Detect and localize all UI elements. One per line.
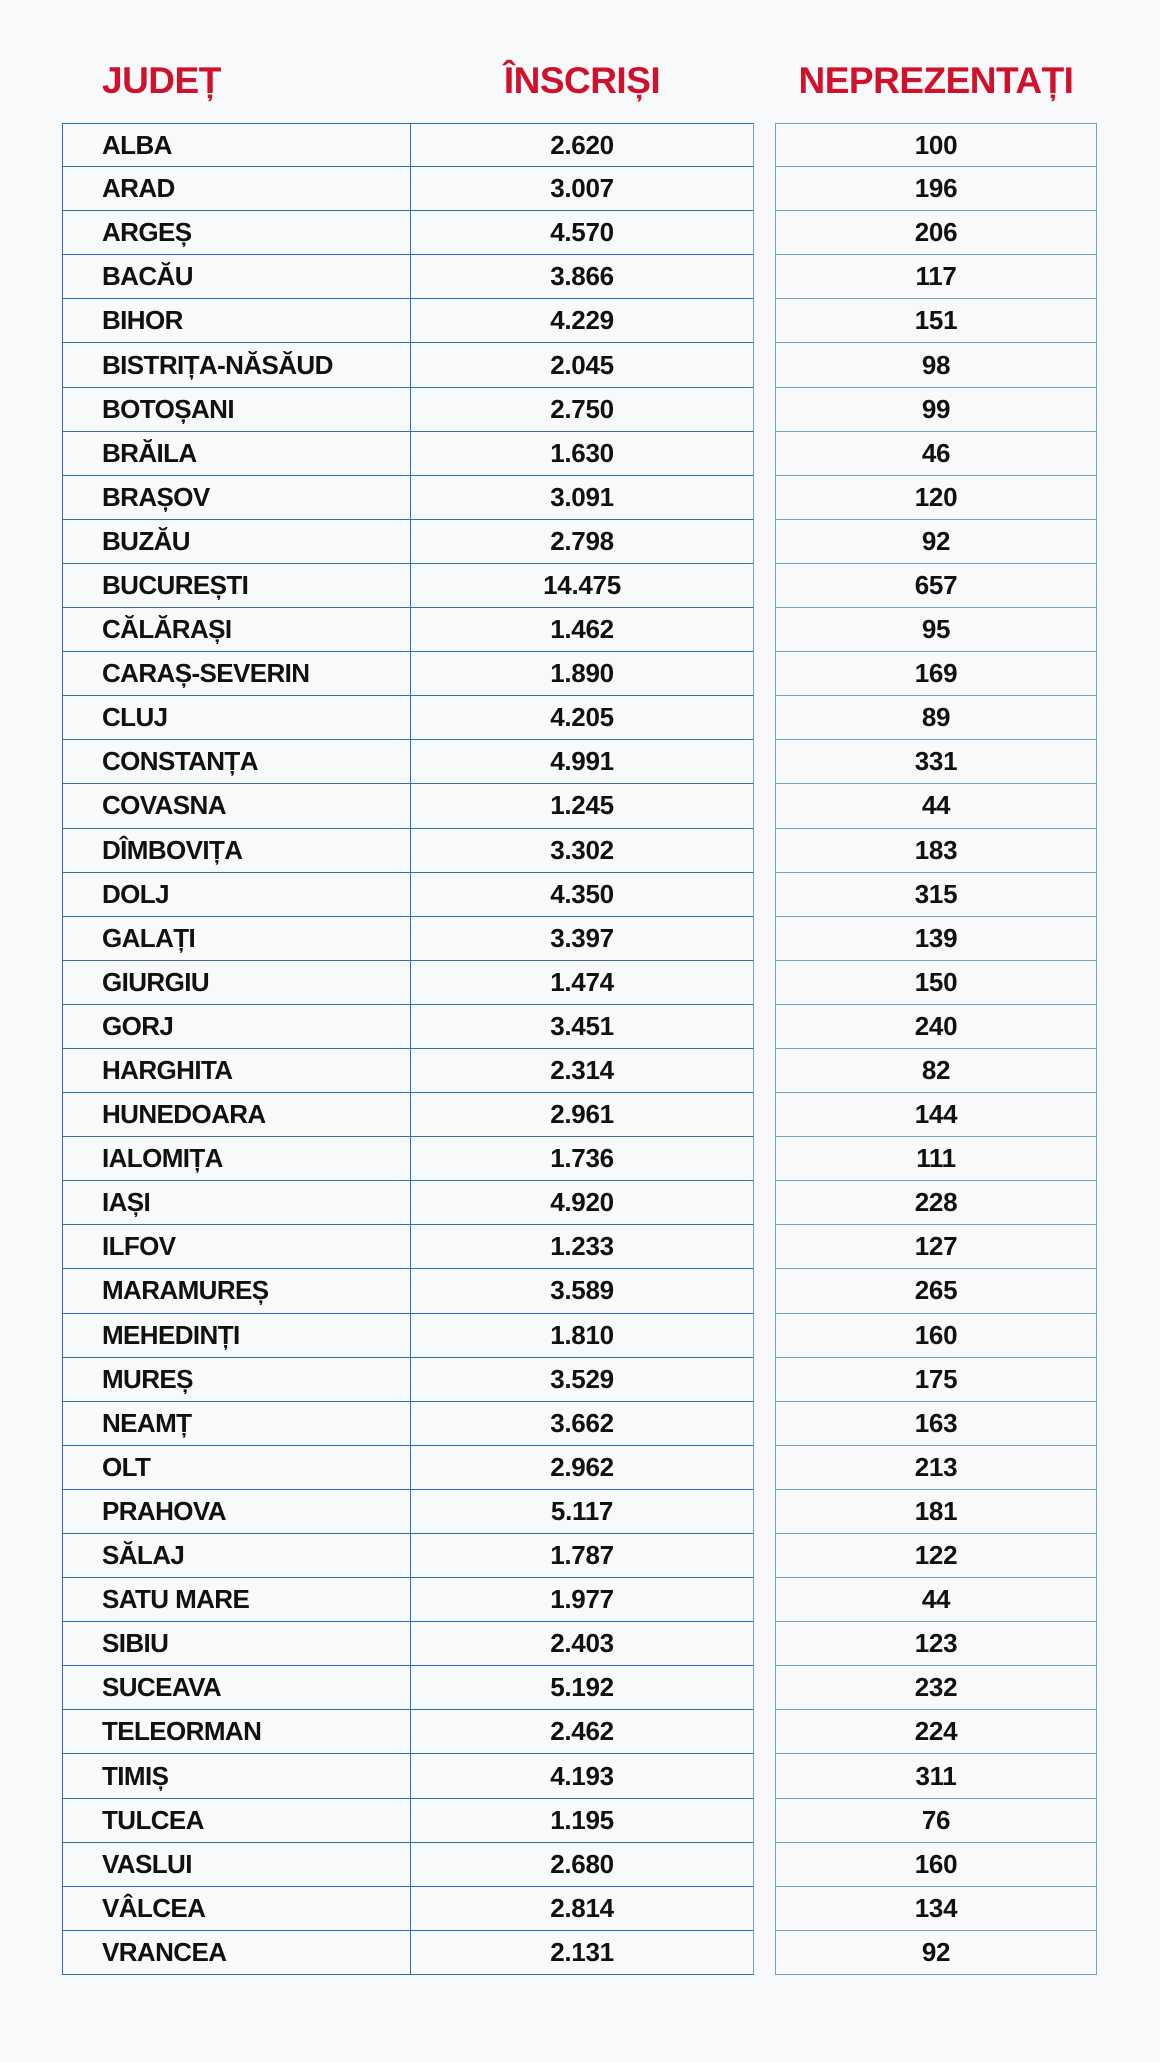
absent-cell: 95 bbox=[921, 614, 951, 645]
absent-cell: 150 bbox=[914, 966, 958, 997]
enrolled-cell: 4.350 bbox=[550, 878, 614, 909]
table-row bbox=[775, 1578, 1097, 1622]
enrolled-cell: 2.314 bbox=[550, 1055, 614, 1086]
enrolled-cell: 3.397 bbox=[550, 922, 614, 953]
table-row bbox=[62, 740, 754, 784]
absent-cell: 657 bbox=[914, 569, 958, 600]
table-row bbox=[62, 1269, 754, 1313]
table-row bbox=[62, 1314, 754, 1358]
absent-cell: 99 bbox=[921, 393, 951, 424]
table-county-enrolled bbox=[62, 123, 754, 1975]
enrolled-cell: 5.117 bbox=[550, 1495, 614, 1526]
county-cell: TELEORMAN bbox=[63, 1710, 411, 1753]
table-row bbox=[62, 299, 754, 343]
county-cell: MARAMUREȘ bbox=[63, 1269, 411, 1312]
enrolled-cell: 2.962 bbox=[550, 1451, 614, 1482]
table-row bbox=[62, 343, 754, 387]
enrolled-cell: 1.810 bbox=[550, 1319, 614, 1350]
county-cell: BACĂU bbox=[63, 255, 411, 298]
county-cell: GIURGIU bbox=[63, 961, 411, 1004]
enrolled-cell: 3.302 bbox=[550, 834, 614, 865]
enrolled-cell: 2.462 bbox=[550, 1716, 614, 1747]
county-cell: TIMIȘ bbox=[63, 1754, 411, 1797]
county-cell: NEAMȚ bbox=[63, 1402, 411, 1445]
county-cell: MEHEDINȚI bbox=[63, 1314, 411, 1357]
county-cell: BRĂILA bbox=[63, 432, 411, 475]
absent-cell: 111 bbox=[916, 1143, 956, 1174]
table-row bbox=[775, 696, 1097, 740]
county-cell: ARAD bbox=[63, 167, 411, 210]
table-row bbox=[775, 255, 1097, 299]
table-row bbox=[62, 1931, 754, 1975]
absent-cell: 331 bbox=[914, 746, 958, 777]
absent-cell: 120 bbox=[914, 481, 958, 512]
table-row bbox=[62, 1490, 754, 1534]
absent-cell: 134 bbox=[914, 1892, 958, 1923]
enrolled-cell: 4.193 bbox=[550, 1760, 614, 1791]
absent-cell: 144 bbox=[914, 1099, 958, 1130]
table-row bbox=[775, 873, 1097, 917]
table-row bbox=[775, 1137, 1097, 1181]
table-row bbox=[62, 1799, 754, 1843]
table-row bbox=[775, 740, 1097, 784]
table-row bbox=[775, 1843, 1097, 1887]
table-row bbox=[775, 1402, 1097, 1446]
county-cell: CARAȘ-SEVERIN bbox=[63, 652, 411, 695]
enrolled-cell: 3.589 bbox=[550, 1275, 614, 1306]
table-row bbox=[62, 1137, 754, 1181]
header-enrolled: ÎNSCRIȘI bbox=[503, 60, 661, 101]
table-row bbox=[62, 1358, 754, 1402]
county-cell: VRANCEA bbox=[63, 1931, 411, 1974]
table-row bbox=[62, 1534, 754, 1578]
enrolled-cell: 4.570 bbox=[550, 217, 614, 248]
table-row bbox=[62, 873, 754, 917]
county-cell: CĂLĂRAȘI bbox=[63, 608, 411, 651]
enrolled-cell: 2.798 bbox=[550, 525, 614, 556]
enrolled-cell: 3.451 bbox=[550, 1010, 614, 1041]
county-cell: HARGHITA bbox=[63, 1049, 411, 1092]
table-row bbox=[775, 1049, 1097, 1093]
enrolled-cell: 2.814 bbox=[550, 1892, 614, 1923]
enrolled-cell: 4.991 bbox=[550, 746, 614, 777]
enrolled-cell: 1.736 bbox=[550, 1143, 614, 1174]
table-row bbox=[62, 1005, 754, 1049]
table-row bbox=[62, 1622, 754, 1666]
county-cell: BUCUREȘTI bbox=[63, 564, 411, 607]
absent-cell: 160 bbox=[914, 1319, 958, 1350]
table-row bbox=[62, 917, 754, 961]
table-row bbox=[775, 167, 1097, 211]
table-row bbox=[62, 1225, 754, 1269]
county-cell: IALOMIȚA bbox=[63, 1137, 411, 1180]
table-row bbox=[775, 476, 1097, 520]
table-row bbox=[775, 388, 1097, 432]
table-row bbox=[62, 652, 754, 696]
table-row bbox=[775, 1093, 1097, 1137]
county-cell: GALAȚI bbox=[63, 917, 411, 960]
absent-cell: 228 bbox=[914, 1187, 958, 1218]
absent-cell: 46 bbox=[921, 437, 951, 468]
absent-cell: 100 bbox=[914, 129, 958, 160]
table-row bbox=[62, 1887, 754, 1931]
table-row bbox=[62, 1578, 754, 1622]
table-row bbox=[62, 696, 754, 740]
table-row bbox=[775, 1622, 1097, 1666]
table-row bbox=[775, 829, 1097, 873]
table-row bbox=[775, 1314, 1097, 1358]
county-cell: VASLUI bbox=[63, 1843, 411, 1886]
table-row bbox=[775, 1931, 1097, 1975]
enrolled-cell: 5.192 bbox=[550, 1672, 614, 1703]
table-row bbox=[775, 1754, 1097, 1798]
county-cell: SĂLAJ bbox=[63, 1534, 411, 1577]
absent-cell: 160 bbox=[914, 1848, 958, 1879]
county-cell: BIHOR bbox=[63, 299, 411, 342]
table-row bbox=[62, 1446, 754, 1490]
table-row bbox=[62, 211, 754, 255]
absent-cell: 232 bbox=[914, 1672, 958, 1703]
county-cell: DÎMBOVIȚA bbox=[63, 829, 411, 872]
enrolled-cell: 4.229 bbox=[550, 305, 614, 336]
table-row bbox=[775, 608, 1097, 652]
county-cell: IAȘI bbox=[63, 1181, 411, 1224]
table-row bbox=[62, 255, 754, 299]
absent-cell: 240 bbox=[914, 1010, 958, 1041]
header-county: JUDEȚ bbox=[102, 60, 221, 101]
enrolled-cell: 1.787 bbox=[550, 1540, 614, 1571]
enrolled-cell: 4.205 bbox=[550, 702, 614, 733]
enrolled-cell: 1.245 bbox=[550, 790, 614, 821]
absent-cell: 127 bbox=[914, 1231, 958, 1262]
absent-cell: 123 bbox=[914, 1628, 958, 1659]
table-row bbox=[775, 1490, 1097, 1534]
county-cell: ALBA bbox=[63, 124, 411, 166]
table-row bbox=[775, 1181, 1097, 1225]
table-row bbox=[775, 1358, 1097, 1402]
absent-cell: 224 bbox=[914, 1716, 958, 1747]
absent-cell: 98 bbox=[921, 349, 951, 380]
table-row bbox=[62, 1666, 754, 1710]
table-row bbox=[775, 432, 1097, 476]
table-row bbox=[62, 1843, 754, 1887]
absent-cell: 76 bbox=[921, 1804, 951, 1835]
table-row bbox=[775, 1534, 1097, 1578]
table-row bbox=[62, 784, 754, 828]
table-row bbox=[62, 432, 754, 476]
table-row bbox=[62, 167, 754, 211]
county-cell: ARGEȘ bbox=[63, 211, 411, 254]
enrolled-cell: 2.680 bbox=[550, 1848, 614, 1879]
enrolled-cell: 2.045 bbox=[550, 349, 614, 380]
table-row bbox=[775, 564, 1097, 608]
county-cell: SUCEAVA bbox=[63, 1666, 411, 1709]
header-absent: NEPREZENTAȚI bbox=[798, 60, 1074, 101]
absent-cell: 117 bbox=[915, 261, 957, 292]
table-row bbox=[775, 961, 1097, 1005]
county-cell: SATU MARE bbox=[63, 1578, 411, 1621]
absent-cell: 315 bbox=[914, 878, 958, 909]
county-cell: BISTRIȚA-NĂSĂUD bbox=[63, 343, 411, 386]
table-row bbox=[775, 520, 1097, 564]
enrolled-cell: 2.131 bbox=[550, 1936, 614, 1967]
county-cell: OLT bbox=[63, 1446, 411, 1489]
table-row bbox=[62, 608, 754, 652]
enrolled-cell: 14.475 bbox=[543, 569, 621, 600]
absent-cell: 122 bbox=[914, 1540, 958, 1571]
absent-cell: 151 bbox=[914, 305, 958, 336]
enrolled-cell: 3.529 bbox=[550, 1363, 614, 1394]
absent-cell: 206 bbox=[914, 217, 958, 248]
county-cell: SIBIU bbox=[63, 1622, 411, 1665]
table-row bbox=[62, 1093, 754, 1137]
table-row bbox=[62, 1710, 754, 1754]
absent-cell: 213 bbox=[914, 1451, 958, 1482]
enrolled-cell: 1.233 bbox=[550, 1231, 614, 1262]
county-cell: ILFOV bbox=[63, 1225, 411, 1268]
table-row bbox=[775, 652, 1097, 696]
county-cell: HUNEDOARA bbox=[63, 1093, 411, 1136]
absent-cell: 139 bbox=[914, 922, 958, 953]
absent-cell: 92 bbox=[921, 1936, 951, 1967]
county-cell: VÂLCEA bbox=[63, 1887, 411, 1930]
table-row bbox=[775, 123, 1097, 167]
absent-cell: 169 bbox=[914, 658, 958, 689]
table-row bbox=[775, 211, 1097, 255]
table-row bbox=[775, 1710, 1097, 1754]
table-row bbox=[62, 388, 754, 432]
absent-cell: 92 bbox=[921, 525, 951, 556]
county-cell: MUREȘ bbox=[63, 1358, 411, 1401]
enrolled-cell: 3.091 bbox=[550, 481, 614, 512]
enrolled-cell: 1.474 bbox=[550, 966, 614, 997]
enrolled-cell: 4.920 bbox=[550, 1187, 614, 1218]
enrolled-cell: 1.977 bbox=[550, 1584, 614, 1615]
enrolled-cell: 1.462 bbox=[550, 614, 614, 645]
absent-cell: 89 bbox=[921, 702, 951, 733]
county-cell: COVASNA bbox=[63, 784, 411, 827]
table-row bbox=[775, 1887, 1097, 1931]
county-cell: CONSTANȚA bbox=[63, 740, 411, 783]
absent-cell: 265 bbox=[914, 1275, 958, 1306]
table-row bbox=[775, 784, 1097, 828]
enrolled-cell: 2.620 bbox=[550, 129, 614, 160]
table-row bbox=[775, 1225, 1097, 1269]
enrolled-cell: 2.403 bbox=[550, 1628, 614, 1659]
table-row bbox=[62, 123, 754, 167]
table-row bbox=[775, 1005, 1097, 1049]
table-row bbox=[775, 343, 1097, 387]
enrolled-cell: 2.750 bbox=[550, 393, 614, 424]
county-cell: TULCEA bbox=[63, 1799, 411, 1842]
enrolled-cell: 3.007 bbox=[550, 173, 614, 204]
table-row bbox=[775, 299, 1097, 343]
table-row bbox=[62, 1181, 754, 1225]
absent-cell: 196 bbox=[914, 173, 958, 204]
enrolled-cell: 1.195 bbox=[550, 1804, 614, 1835]
absent-cell: 44 bbox=[921, 1584, 951, 1615]
table-row bbox=[775, 1269, 1097, 1313]
county-cell: PRAHOVA bbox=[63, 1490, 411, 1533]
table-row bbox=[62, 1402, 754, 1446]
county-cell: CLUJ bbox=[63, 696, 411, 739]
county-cell: DOLJ bbox=[63, 873, 411, 916]
table-absent bbox=[775, 123, 1097, 1975]
county-cell: BRAȘOV bbox=[63, 476, 411, 519]
table-row bbox=[775, 1446, 1097, 1490]
absent-cell: 163 bbox=[914, 1407, 958, 1438]
table-row bbox=[62, 961, 754, 1005]
table-row bbox=[62, 520, 754, 564]
table-row bbox=[775, 917, 1097, 961]
table-row bbox=[62, 829, 754, 873]
county-cell: BUZĂU bbox=[63, 520, 411, 563]
county-cell: BOTOȘANI bbox=[63, 388, 411, 431]
absent-cell: 183 bbox=[914, 834, 958, 865]
absent-cell: 44 bbox=[921, 790, 951, 821]
table-row bbox=[62, 1754, 754, 1798]
table-row bbox=[62, 476, 754, 520]
absent-cell: 311 bbox=[915, 1760, 957, 1791]
table-row bbox=[62, 1049, 754, 1093]
absent-cell: 175 bbox=[914, 1363, 958, 1394]
enrolled-cell: 3.662 bbox=[550, 1407, 614, 1438]
county-cell: GORJ bbox=[63, 1005, 411, 1048]
absent-cell: 181 bbox=[914, 1495, 958, 1526]
table-row bbox=[775, 1799, 1097, 1843]
enrolled-cell: 2.961 bbox=[550, 1099, 614, 1130]
enrolled-cell: 1.630 bbox=[550, 437, 614, 468]
absent-cell: 82 bbox=[921, 1055, 951, 1086]
enrolled-cell: 3.866 bbox=[550, 261, 614, 292]
enrolled-cell: 1.890 bbox=[550, 658, 614, 689]
table-row bbox=[775, 1666, 1097, 1710]
table-row bbox=[62, 564, 754, 608]
